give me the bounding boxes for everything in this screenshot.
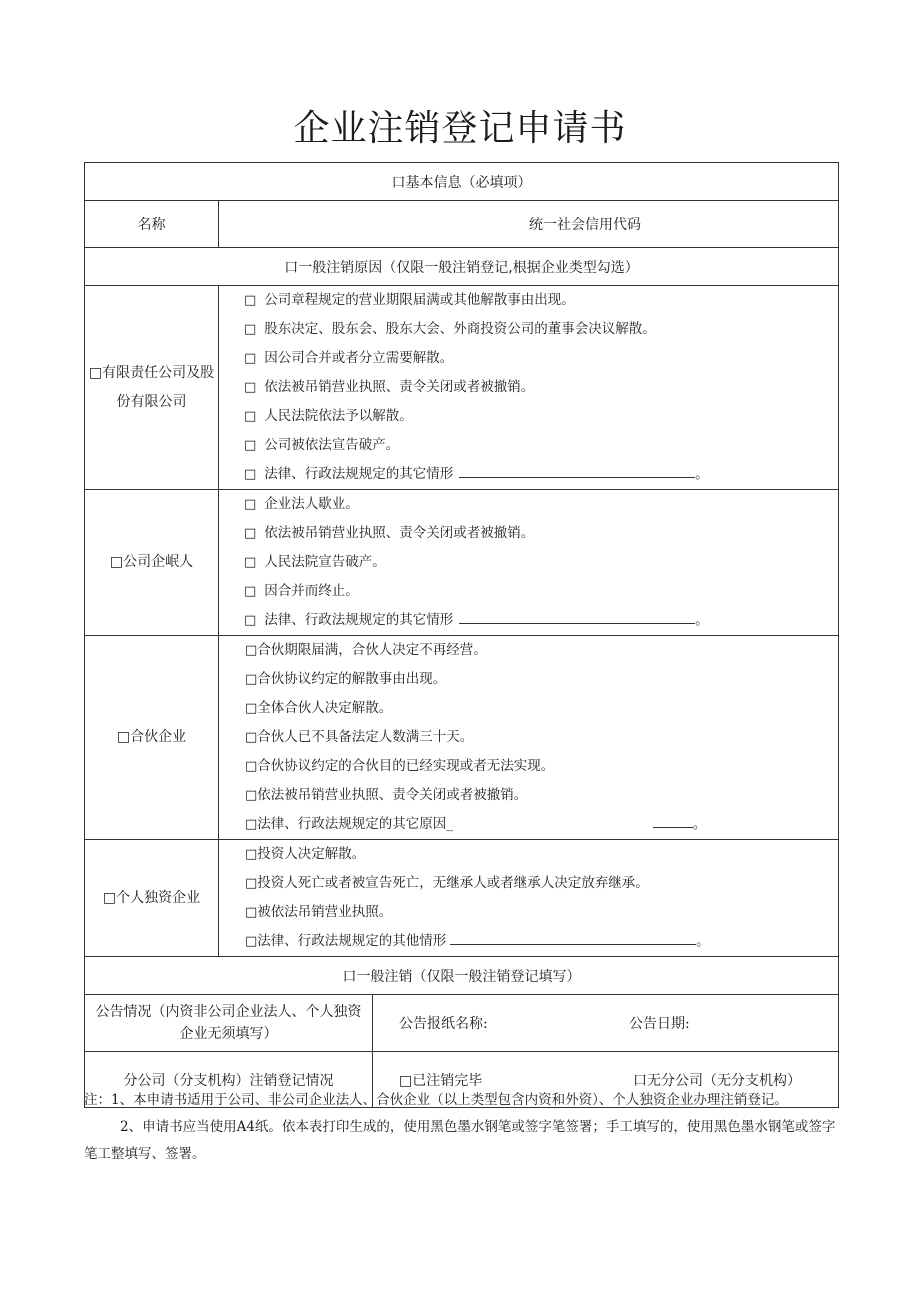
branch-option-cancelled[interactable]: □已注销完毕: [399, 1072, 483, 1089]
checkbox[interactable]: □: [245, 788, 258, 803]
notice-date-label: 公告日期:: [629, 1016, 690, 1032]
reason-option-other[interactable]: □ 法律、行政法规规定的其它情形 。: [219, 460, 838, 489]
branch-status-label: 分公司（分支机构）注销登记情况: [85, 1052, 373, 1108]
notice-label: 公告情况（内资非公司企业法人、个人独资企业无须填写）: [85, 995, 373, 1052]
branch-option-none[interactable]: 口无分公司（无分支机构）: [633, 1072, 801, 1089]
checkbox[interactable]: □: [244, 409, 257, 424]
checkbox[interactable]: □: [244, 438, 257, 453]
credit-code-label: 统一社会信用代码: [529, 217, 641, 233]
footnotes: [84, 1087, 844, 1168]
notice-fields[interactable]: [373, 995, 839, 1052]
basic-info-header: 口基本信息（必填项）: [85, 163, 839, 201]
reason-header: 口一般注销原因（仅限一般注销登记,根据企业类型勾选）: [85, 248, 839, 286]
reason-option[interactable]: □ 依法被吊销营业执照、责令关闭或者被撤销。: [219, 373, 838, 402]
checkbox[interactable]: □: [245, 847, 258, 862]
reason-option[interactable]: □被依法吊销营业执照。: [219, 898, 838, 927]
reason-option[interactable]: □ 人民法院宣告破产。: [219, 548, 838, 577]
checkbox[interactable]: □: [244, 467, 257, 482]
checkbox[interactable]: □: [244, 322, 257, 337]
checkbox[interactable]: □: [245, 730, 258, 745]
reason-option[interactable]: □ 人民法院依法予以解散。: [219, 402, 838, 431]
checkbox[interactable]: □: [245, 934, 258, 949]
other-reason-blank[interactable]: [459, 463, 695, 478]
checkbox[interactable]: □: [244, 293, 257, 308]
application-form: [84, 162, 839, 1108]
reason-option[interactable]: □依法被吊销营业执照、责令关闭或者被撤销。: [219, 781, 838, 810]
reason-option[interactable]: □ 依法被吊销营业执照、责令关闭或者被撤销。: [219, 519, 838, 548]
reason-option-other[interactable]: □法律、行政法规规定的其它原因_ 。: [219, 810, 838, 839]
reason-option[interactable]: □合伙人已不具备法定人数满三十天。: [219, 723, 838, 752]
reason-option[interactable]: □ 因公司合并或者分立需要解散。: [219, 344, 838, 373]
checkbox[interactable]: □: [245, 643, 258, 658]
reason-option[interactable]: □ 公司被依法宣告破产。: [219, 431, 838, 460]
reason-option[interactable]: □合伙期限届满，合伙人决定不再经营。: [219, 636, 838, 665]
checkbox[interactable]: □: [244, 351, 257, 366]
reason-option[interactable]: □ 因合并而终止。: [219, 577, 838, 606]
reason-option[interactable]: □投资人决定解散。: [219, 840, 838, 869]
category-enterprise-legal-person[interactable]: □公司企岷人: [85, 490, 219, 636]
reason-option[interactable]: □合伙协议约定的合伙目的已经实现或者无法实现。: [219, 752, 838, 781]
note-1: 注：1、本申请书适用于公司、非公司企业法人、合伙企业（以上类型包含内资和外资）、个人独资企业办理注销登记。: [84, 1092, 788, 1108]
reason-option[interactable]: □全体合伙人决定解散。: [219, 694, 838, 723]
name-label: 名称: [85, 201, 219, 248]
form-title: 企业注销登记申请书: [293, 108, 627, 149]
category-sole-proprietorship[interactable]: □个人独资企业: [85, 840, 219, 957]
reason-option[interactable]: □ 企业法人歇业。: [219, 490, 838, 519]
other-reason-blank[interactable]: [459, 609, 695, 624]
reason-option-other[interactable]: □ 法律、行政法规规定的其它情形 。: [219, 606, 838, 635]
checkbox[interactable]: □: [245, 759, 258, 774]
reason-option[interactable]: □ 公司章程规定的营业期限届满或其他解散事由出现。: [219, 286, 838, 315]
general-cancellation-header: 口一般注销（仅限一般注销登记填写）: [85, 957, 839, 995]
reason-option[interactable]: □ 股东决定、股东会、股东大会、外商投资公司的董事会决议解散。: [219, 315, 838, 344]
checkbox[interactable]: □: [244, 526, 257, 541]
checkbox[interactable]: □: [245, 905, 258, 920]
checkbox[interactable]: □: [244, 613, 257, 628]
other-reason-blank[interactable]: [450, 930, 696, 945]
checkbox[interactable]: □: [245, 701, 258, 716]
category-company[interactable]: □有限责任公司及股份有限公司: [85, 286, 219, 490]
credit-code-cell[interactable]: [219, 201, 839, 248]
reason-option-other[interactable]: □法律、行政法规规定的其他情形 。: [219, 927, 838, 956]
checkbox[interactable]: □: [245, 817, 258, 832]
note-2: 2、申请书应当使用A4纸。依本表打印生成的，使用黑色墨水钢笔或签字笔签署；手工填写的，使用黑色墨水钢笔或签字笔工整填写、签署。: [84, 1119, 836, 1162]
category-partnership[interactable]: □合伙企业: [85, 636, 219, 840]
other-reason-blank[interactable]: [653, 813, 693, 828]
checkbox[interactable]: □: [245, 876, 258, 891]
checkbox[interactable]: □: [245, 672, 258, 687]
checkbox[interactable]: □: [244, 380, 257, 395]
checkbox[interactable]: □: [244, 584, 257, 599]
reason-option[interactable]: □投资人死亡或者被宣告死亡，无继承人或者继承人决定放弃继承。: [219, 869, 838, 898]
checkbox[interactable]: □: [244, 555, 257, 570]
newspaper-name-label: 公告报纸名称:: [399, 1016, 488, 1032]
checkbox[interactable]: □: [244, 497, 257, 512]
reason-option[interactable]: □合伙协议约定的解散事由出现。: [219, 665, 838, 694]
